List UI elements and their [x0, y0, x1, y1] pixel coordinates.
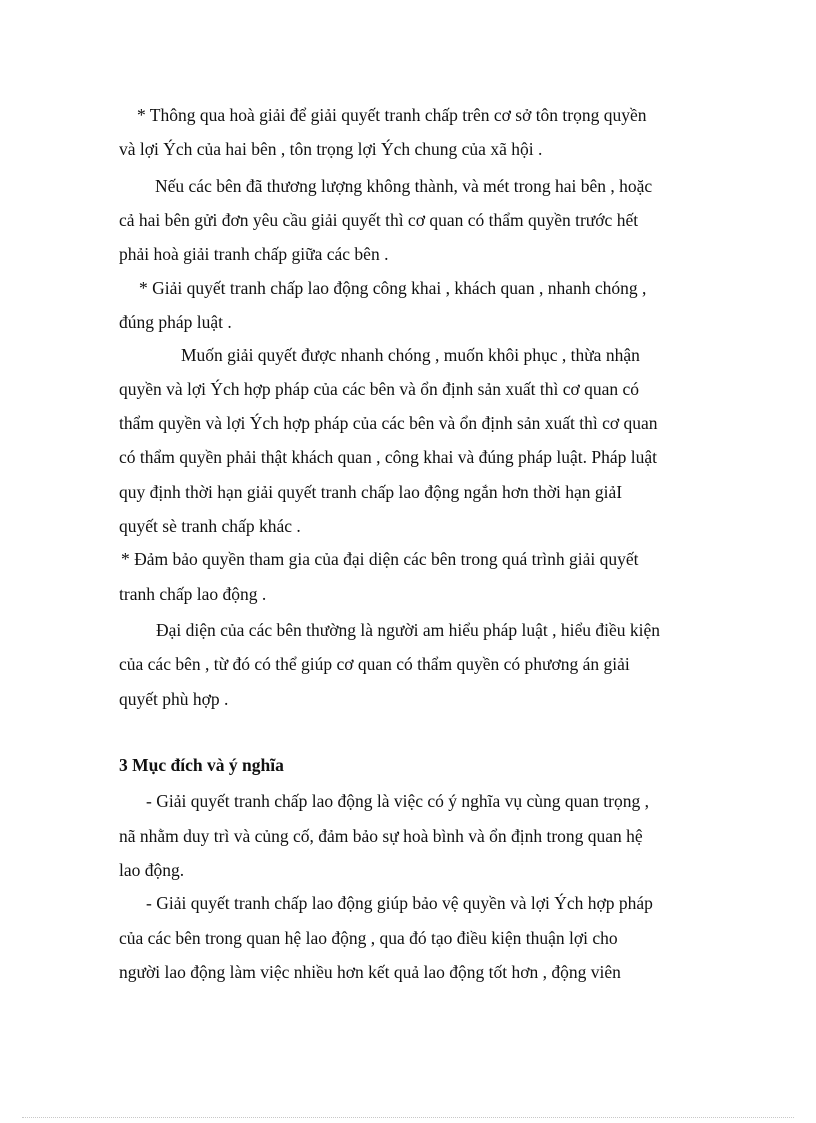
paragraph-line: đúng pháp luật .	[119, 312, 232, 332]
paragraph-line: thẩm quyền và lợi Ých hợp pháp của các bên và ổn định sản xuất thì cơ quan	[119, 413, 658, 433]
paragraph-line: quyết sè tranh chấp khác .	[119, 516, 301, 536]
paragraph-line: tranh chấp lao động .	[119, 584, 267, 604]
paragraph-line: * Thông qua hoà giải để giải quyết tranh chấp trên cơ sở tôn trọng quyền	[137, 105, 647, 125]
section-heading: 3 Mục đích và ý nghĩa	[119, 755, 284, 775]
paragraph-line: cả hai bên gửi đơn yêu cầu giải quyết thì cơ quan có thẩm quyền trước hết	[119, 210, 639, 230]
paragraph-line: - Giải quyết tranh chấp lao động giúp bảo vệ quyền và lợi Ých hợp pháp	[146, 893, 653, 913]
paragraph-line: nã nhằm duy trì và củng cố, đảm bảo sự hoà bình và ổn định trong quan hệ	[119, 826, 643, 846]
paragraph-line: và lợi Ých của hai bên , tôn trọng lợi Ých chung của xã hội .	[119, 139, 543, 159]
paragraph-line: quy định thời hạn giải quyết tranh chấp lao động ngắn hơn thời hạn giảI	[119, 482, 623, 502]
paragraph-line: Nếu các bên đã thương lượng không thành, và mét trong hai bên , hoặc	[155, 176, 653, 196]
paragraph-line: người lao động làm việc nhiều hơn kết quả lao động tốt hơn , động viên	[119, 962, 621, 982]
paragraph-line: quyết phù hợp .	[119, 689, 229, 709]
paragraph-line: Muốn giải quyết được nhanh chóng , muốn khôi phục , thừa nhận	[181, 345, 640, 365]
paragraph-line: của các bên trong quan hệ lao động , qua đó tạo điều kiện thuận lợi cho	[119, 928, 618, 948]
paragraph-line: Đại diện của các bên thường là người am hiểu pháp luật , hiểu điều kiện	[156, 620, 660, 640]
paragraph-line: * Đảm bảo quyền tham gia của đại diện các bên trong quá trình giải quyết	[121, 549, 639, 569]
paragraph-line: phải hoà giải tranh chấp giữa các bên .	[119, 244, 389, 264]
paragraph-line: lao động.	[119, 860, 185, 880]
paragraph-line: có thẩm quyền phải thật khách quan , công khai và đúng pháp luật. Pháp luật	[119, 447, 657, 467]
paragraph-line: quyền và lợi Ých hợp pháp của các bên và ổn định sản xuất thì cơ quan có	[119, 379, 640, 399]
paragraph-line: của các bên , từ đó có thể giúp cơ quan có thẩm quyền có phương án giải	[119, 654, 630, 674]
paragraph-line: * Giải quyết tranh chấp lao động công khai , khách quan , nhanh chóng ,	[139, 278, 647, 298]
page-bottom-divider	[22, 1117, 794, 1118]
paragraph-line: - Giải quyết tranh chấp lao động là việc có ý nghĩa vụ cùng quan trọng ,	[146, 791, 649, 811]
